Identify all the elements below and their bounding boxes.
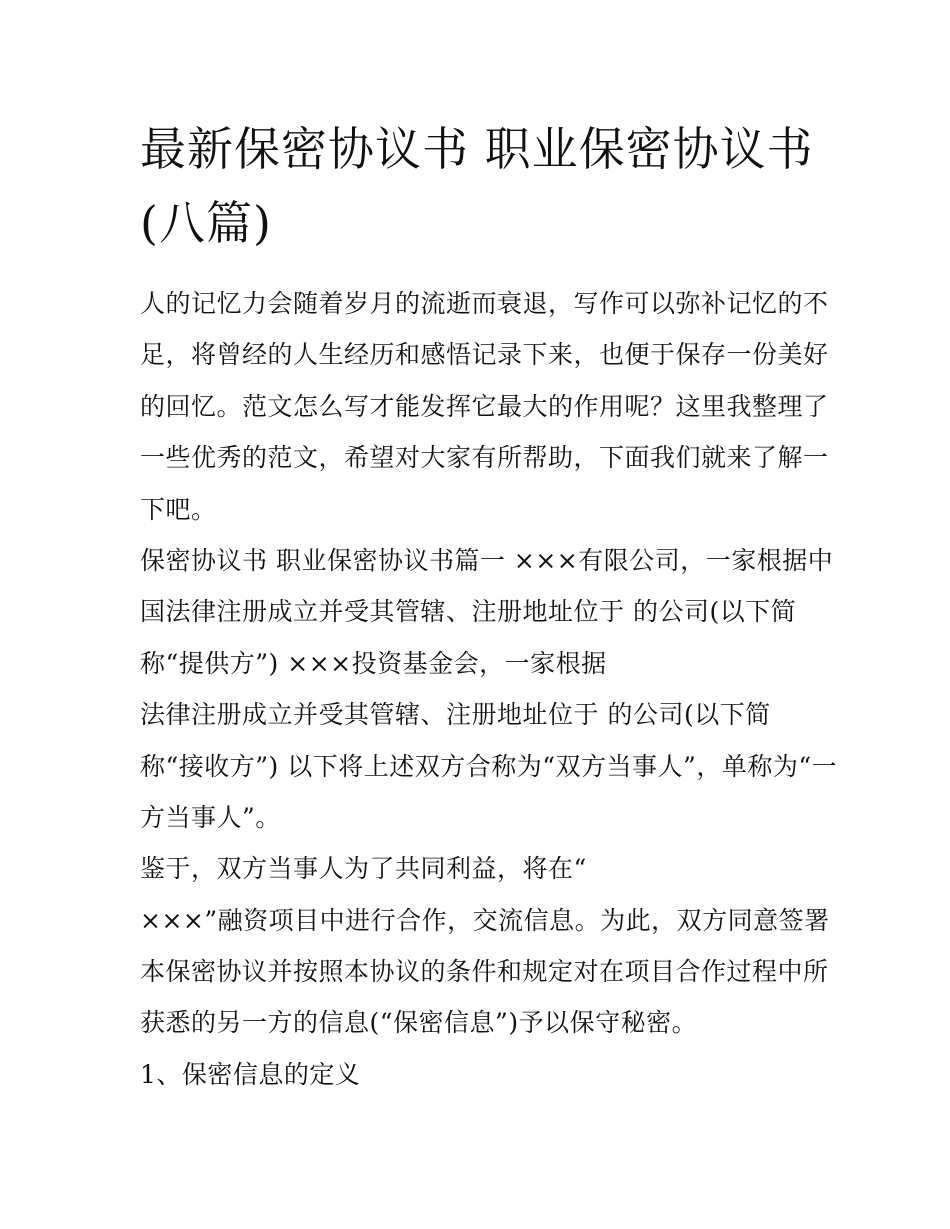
body-line: 鉴于，双方当事人为了共同利益，将在“ [140,854,587,884]
body-line: 法律注册成立并受其管辖、注册地址位于 的公司(以下简 [140,700,771,730]
document-title: 最新保密协议书 职业保密协议书(八篇) [140,122,814,250]
body-line: 国法律注册成立并受其管辖、注册地址位于 的公司(以下简 [140,597,797,627]
section-heading: 1、保密信息的定义 [140,1059,361,1089]
body-line: 一些优秀的范文，希望对大家有所帮助，下面我们就来了解一 [140,443,829,473]
body-line: 方当事人”。 [140,802,281,832]
body-line: 人的记忆力会随着岁月的流逝而衰退，写作可以弥补记忆的不 [140,289,829,318]
body-line: 保密协议书 职业保密协议书篇一 ×××有限公司，一家根据中 [140,545,834,575]
body-line: 的回忆。范文怎么写才能发挥它最大的作用呢？这里我整理了 [140,391,829,421]
body-line: 称“提供方”) ×××投资基金会，一家根据 [140,648,607,678]
body-line: 获悉的另一方的信息(“保密信息”)予以保守秘密。 [140,1008,698,1038]
body-line: 下吧。 [140,494,217,524]
body-line: 足，将曾经的人生经历和感悟记录下来，也便于保存一份美好 [140,340,829,370]
body-line: ×××”融资项目中进行合作，交流信息。为此，双方同意签署 [140,905,830,935]
document-body [140,278,838,1100]
body-line: 称“接收方”) 以下将上述双方合称为“双方当事人”，单称为“一 [140,751,838,781]
body-line: 本保密协议并按照本协议的条件和规定对在项目合作过程中所 [140,957,829,987]
